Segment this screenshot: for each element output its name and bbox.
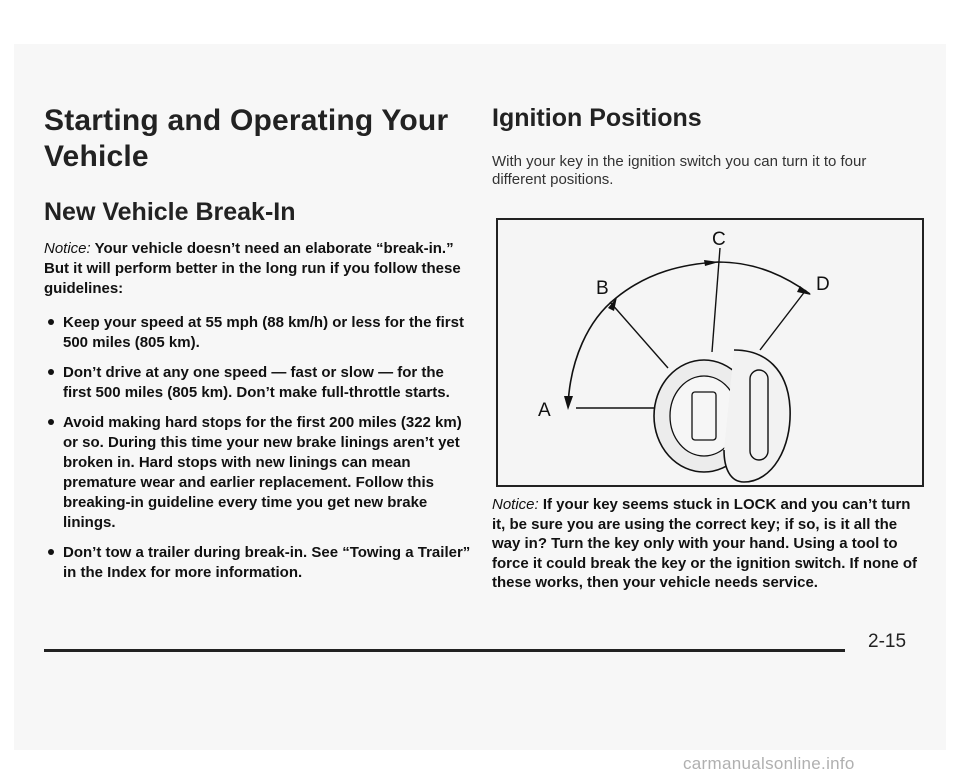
list-item: Don’t drive at any one speed — fast or slow — for the first 500 miles (805 km). Don’t make full-throttle starts. xyxy=(44,363,474,403)
list-item: Avoid making hard stops for the first 200 miles (322 km) or so. During this time your new brake linings aren’t yet broken in. Hard stops with new linings can mean premature wear and earlier replacement. Follow this breaking-in guideline every time you get new brake linings. xyxy=(44,413,474,533)
footer-rule xyxy=(44,649,845,652)
position-b-label: B xyxy=(596,278,609,299)
list-item: Don’t tow a trailer during break-in. See “Towing a Trailer” in the Index for more information. xyxy=(44,543,474,583)
watermark: carmanualsonline.info xyxy=(683,754,855,773)
position-c-label: C xyxy=(712,229,726,250)
arrow-a-icon xyxy=(564,396,573,410)
pointer-line-b xyxy=(610,302,668,368)
right-column xyxy=(492,103,932,591)
ignition-intro: With your key in the ignition switch you can turn it to four different positions. xyxy=(492,153,867,188)
notice-break-in xyxy=(44,239,469,299)
section-title-break-in: New Vehicle Break-In xyxy=(44,198,296,226)
section-title-ignition: Ignition Positions xyxy=(492,104,702,132)
pointer-line-d xyxy=(760,290,806,350)
arrow-c-icon xyxy=(704,260,719,266)
list-item: Keep your speed at 55 mph (88 km/h) or less for the first 500 miles (805 km). xyxy=(44,313,474,353)
notice-text: Your vehicle doesn’t need an elaborate “break-in.” But it will perform better in the long run if you follow these guidelines: xyxy=(44,240,461,297)
ignition-diagram xyxy=(496,218,924,487)
notice-ignition xyxy=(492,495,922,593)
notice-label: Notice: xyxy=(492,496,539,513)
ignition-switch-illustration xyxy=(498,220,922,485)
chapter-title: Starting and Operating Your Vehicle xyxy=(44,104,449,173)
notice-label: Notice: xyxy=(44,240,91,257)
position-d-label: D xyxy=(816,274,830,295)
page-number: 2-15 xyxy=(868,631,907,652)
notice-text: If your key seems stuck in LOCK and you can’t turn it, be sure you are using the correct key; if so, is it all the way in? Turn the key only with your hand. Using a tool to force it could break the key or the ignition switch. If none of these works, then your vehicle needs service. xyxy=(492,496,918,591)
guideline-list xyxy=(44,313,474,593)
left-column xyxy=(44,103,471,581)
position-a-label: A xyxy=(538,400,551,421)
